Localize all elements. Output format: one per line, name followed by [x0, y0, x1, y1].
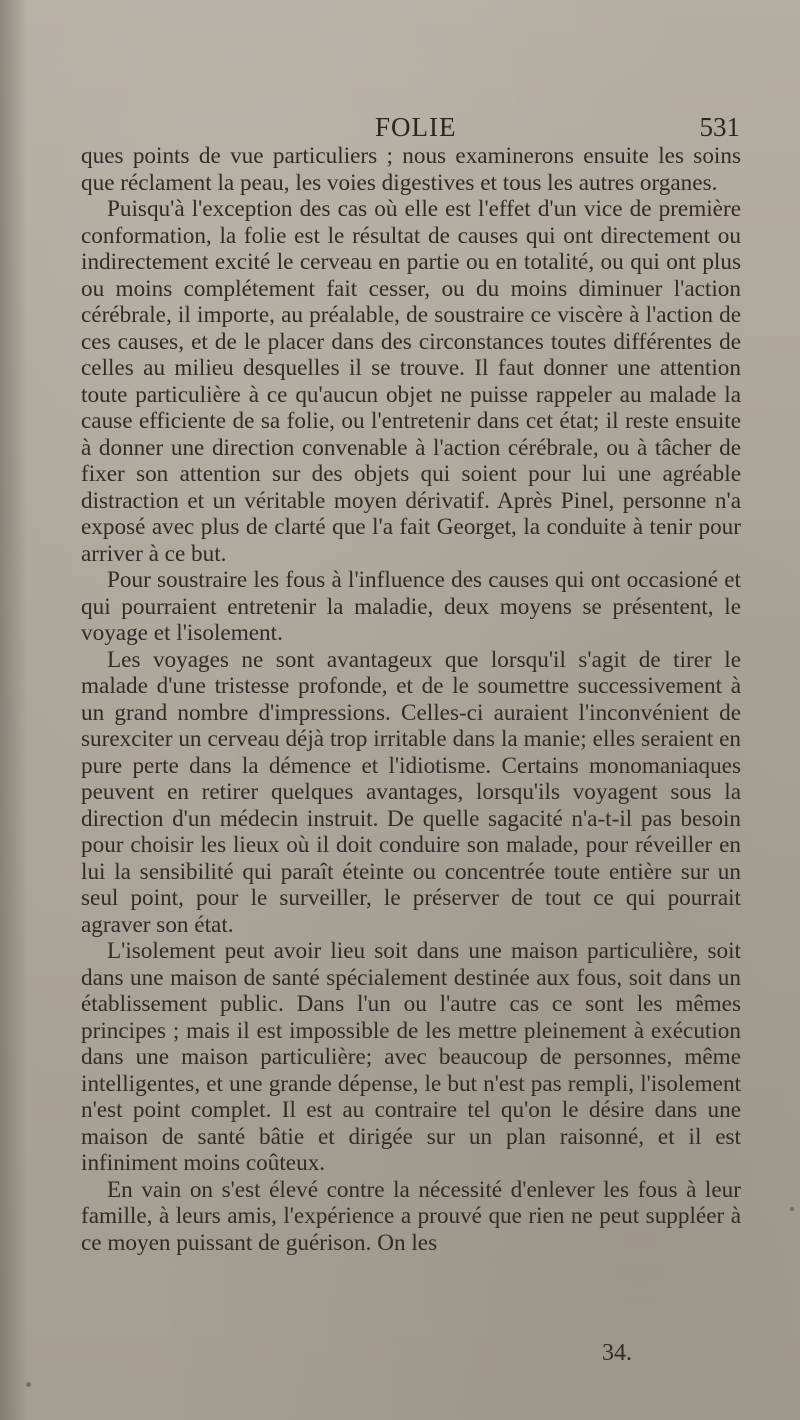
paragraph: Les voyages ne sont avantageux que lorsqu'il s'agit de tirer le malade d'une tristesse profonde, et de le soumettre successivement à un grand nombre d'impressions. Celles-ci auraient l'inconvénient de surexciter un cerveau déjà trop irritable dans la manie; elles seraient en pure perte dans la démence et l'idiotisme. Certains monomaniaques peuvent en retirer quelques avantages, lorsqu'ils voyagent sous la direction d'un médecin instruit. De quelle sagacité n'a-t-il pas besoin pour choisir les lieux où il doit conduire son malade, pour réveiller en lui la sensibilité qui paraît éteinte ou concentrée toute entière sur un seul point, pour le surveiller, le préserver de tout ce qui pourrait agraver son état. [81, 646, 741, 938]
paragraph-continuation: ques points de vue particuliers ; nous examinerons ensuite les soins que réclament la peau, les voies digestives et tous les autres organes. [81, 143, 741, 196]
paragraph: L'isolement peut avoir lieu soit dans une maison particulière, soit dans une maison de santé spécialement destinée aux fous, soit dans un établissement public. Dans l'un ou l'autre cas ce sont les mêmes principes ; mais il est impossible de les mettre pleinement à exécution dans une maison particulière; avec beaucoup de personnes, même intelligentes, et une grande dépense, le but n'est pas rempli, l'isolement n'est point complet. Il est au contraire tel qu'on le désire dans une maison de santé bâtie et dirigée sur un plan raisonné, et il est infiniment moins coûteux. [81, 938, 741, 1176]
page-gutter-shadow [0, 0, 28, 1420]
body-text [81, 143, 741, 1256]
signature-mark: 34. [602, 1340, 632, 1366]
ink-speck [26, 1382, 31, 1387]
ink-speck [790, 1207, 794, 1211]
page-number: 531 [699, 112, 740, 142]
paragraph: En vain on s'est élevé contre la nécessité d'enlever les fous à leur famille, à leurs amis, l'expérience a prouvé que rien ne peut suppléer à ce moyen puissant de guérison. On les [81, 1176, 741, 1256]
paragraph: Puisqu'à l'exception des cas où elle est l'effet d'un vice de première conformation, la folie est le résultat de causes qui ont directement ou indirectement excité le cerveau en partie ou en totalité, ou qui ont plus ou moins complétement fait cesser, ou du moins diminuer l'action cérébrale, il importe, au préalable, de soustraire ce viscère à l'action de ces causes, et de le placer dans des circonstances toutes différentes de celles au milieu desquelles il se trouve. Il faut donner une attention toute particulière à ce qu'aucun objet ne puisse rappeler au malade la cause efficiente de sa folie, ou l'entretenir dans cet état; il reste ensuite à donner une direction convenable à l'action cérébrale, ou à tâcher de fixer son attention sur des objets qui soient pour lui une agréable distraction et un véritable moyen dérivatif. Après Pinel, personne n'a exposé avec plus de clarté que l'a fait Georget, la conduite à tenir pour arriver à ce but. [81, 196, 741, 567]
running-head: FOLIE [375, 112, 457, 142]
paragraph: Pour soustraire les fous à l'influence des causes qui ont occasioné et qui pourraient entretenir la maladie, deux moyens se présentent, le voyage et l'isolement. [81, 567, 741, 646]
